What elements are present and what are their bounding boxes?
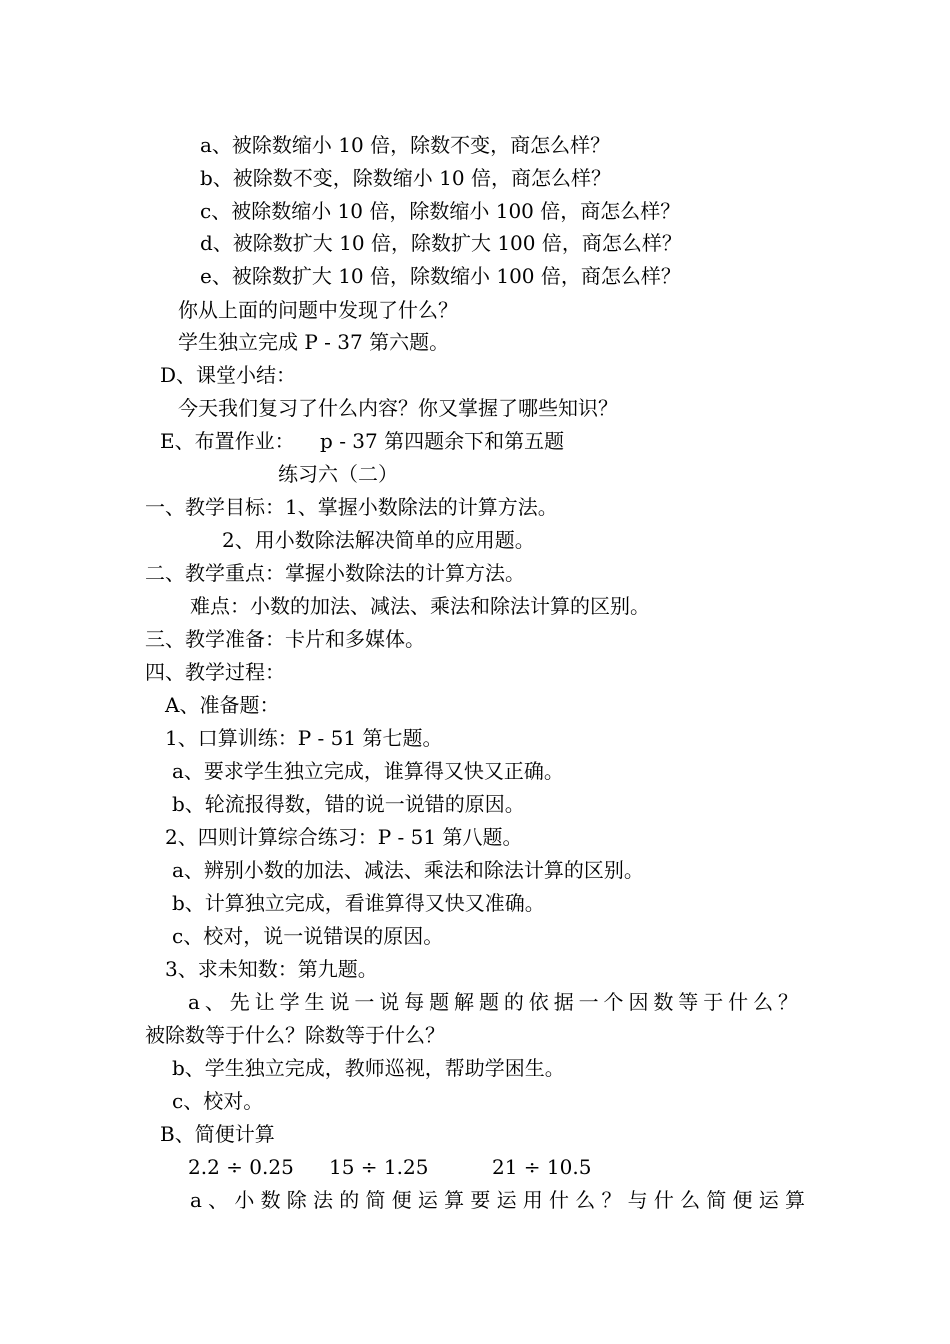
text-line: e、被除数扩大 10 倍，除数缩小 100 倍，商怎么样？ [200,264,681,288]
text-line: 学生独立完成 P - 37 第六题。 [178,330,450,354]
text-line: a、先让学生说一说每题解题的依据一个因数等于什么？ [188,990,798,1014]
text-line: c、校对。 [172,1089,264,1113]
text-line: b、轮流报得数，错的说一说错的原因。 [172,792,525,816]
math-expression: 21 ÷ 10.5 [492,1155,592,1179]
section-heading: D、课堂小结： [160,363,297,387]
text-line: 2、用小数除法解决简单的应用题。 [222,528,535,552]
text-line: 3、求未知数：第九题。 [165,957,378,981]
section-heading: 三、教学准备：卡片和多媒体。 [145,627,425,651]
section-heading: 二、教学重点：掌握小数除法的计算方法。 [145,561,525,585]
text-line: a、小数除法的简便运算要运用什么？与什么简便运算 [190,1188,805,1212]
text-line: 2、四则计算综合练习：P - 51 第八题。 [165,825,523,849]
text-line: d、被除数扩大 10 倍，除数扩大 100 倍，商怎么样？ [200,231,682,255]
text-line: b、被除数不变，除数缩小 10 倍，商怎么样？ [200,166,611,190]
text-line: c、被除数缩小 10 倍，除数缩小 100 倍，商怎么样？ [200,199,681,223]
math-expression: 2.2 ÷ 0.25 [188,1155,294,1179]
section-heading: E、布置作业： p - 37 第四题余下和第五题 [160,429,565,453]
text-line: b、学生独立完成，教师巡视，帮助学困生。 [172,1056,565,1080]
text-line: a、被除数缩小 10 倍，除数不变，商怎么样？ [200,133,611,157]
text-line: 你从上面的问题中发现了什么？ [178,298,458,322]
section-heading: B、简便计算 [160,1122,275,1146]
text-line: a、辨别小数的加法、减法、乘法和除法计算的区别。 [172,858,644,882]
section-heading: A、准备题： [165,693,280,717]
text-line: 被除数等于什么？除数等于什么？ [145,1023,445,1047]
math-expression: 15 ÷ 1.25 [329,1155,429,1179]
text-line: 难点：小数的加法、减法、乘法和除法计算的区别。 [190,594,650,618]
text-line: 1、口算训练：P - 51 第七题。 [165,726,443,750]
text-line: c、校对，说一说错误的原因。 [172,924,444,948]
section-heading: 一、教学目标：1、掌握小数除法的计算方法。 [145,495,558,519]
section-heading: 四、教学过程： [145,660,285,684]
lesson-title: 练习六（二） [278,462,398,486]
text-line: 今天我们复习了什么内容？你又掌握了哪些知识？ [178,396,618,420]
text-line: a、要求学生独立完成，谁算得又快又正确。 [172,759,564,783]
text-line: b、计算独立完成，看谁算得又快又准确。 [172,891,545,915]
